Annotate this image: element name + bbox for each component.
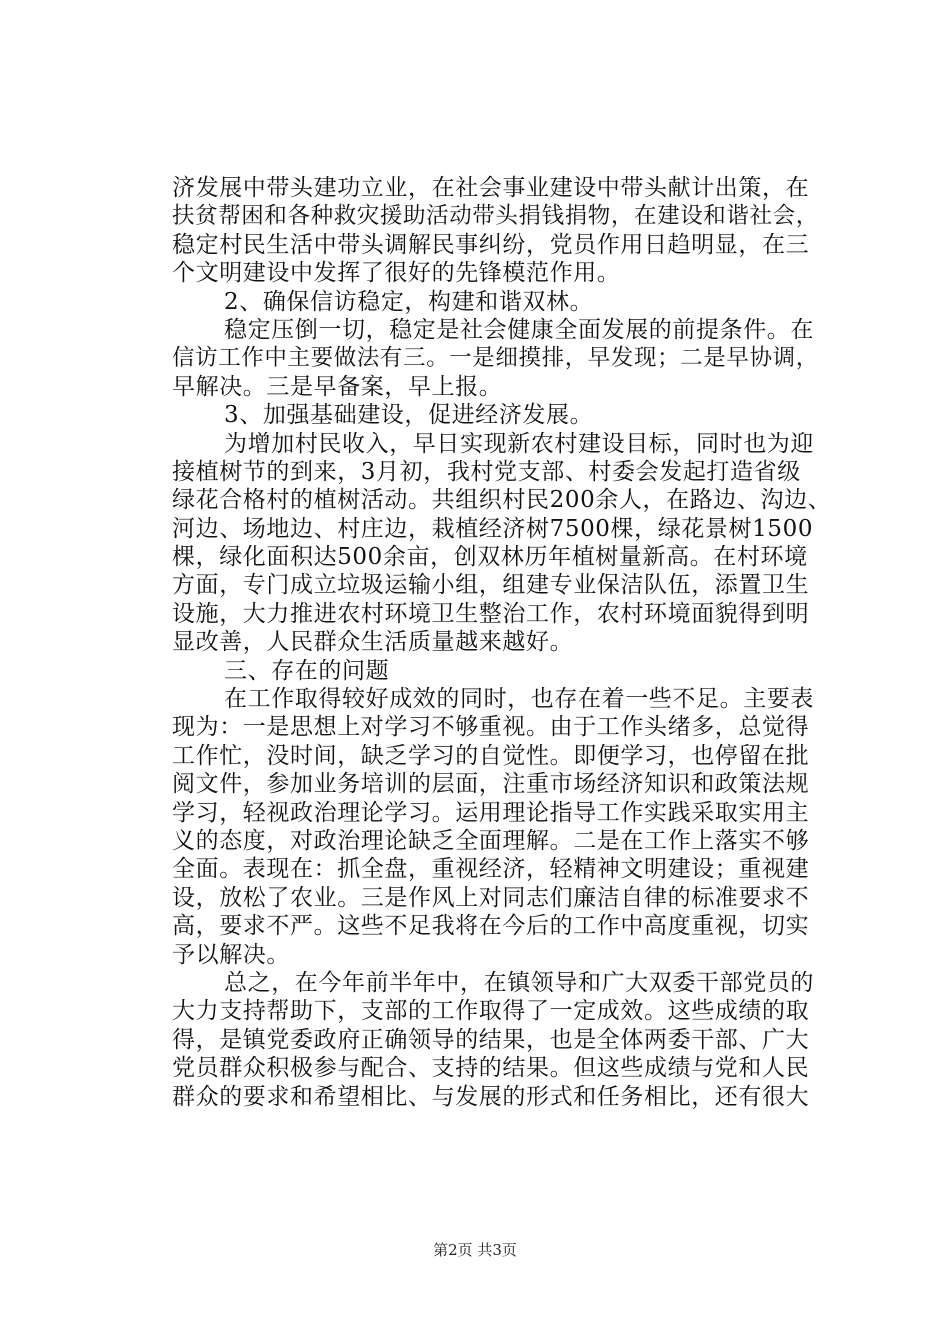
text-line: 全面。表现在：抓全盘，重视经济，轻精神文明建设；重视建: [172, 856, 810, 883]
text-line: 群众的要求和希望相比、与发展的形式和任务相比，还有很大: [172, 1083, 810, 1110]
text-line: 棵，绿化面积达500余亩，创双林历年植树量新高。在村环境: [172, 544, 808, 571]
body-text: [172, 174, 832, 1111]
text-line: 稳定压倒一切，稳定是社会健康全面发展的前提条件。在: [224, 316, 814, 343]
text-line: 2、确保信访稳定，构建和谐双林。: [224, 288, 594, 315]
text-line: 得，是镇党委政府正确领导的结果，也是全体两委干部、广大: [172, 1026, 810, 1053]
text-line: 现为：一是思想上对学习不够重视。由于工作头绪多，总觉得: [172, 714, 810, 741]
text-line: 阅文件，参加业务培训的层面，注重市场经济知识和政策法规: [172, 771, 810, 798]
text-line: 予以解决。: [172, 941, 290, 968]
text-line: 为增加村民收入，早日实现新农村建设目标，同时也为迎: [224, 430, 814, 457]
text-line: 设施，大力推进农村环境卫生整治工作，农村环境面貌得到明: [172, 600, 810, 627]
text-line: 高，要求不严。这些不足我将在今后的工作中高度重视，切实: [172, 913, 810, 940]
text-line: 绿花合格村的植树活动。共组织村民200余人，在路边、沟边、: [172, 487, 832, 514]
text-line: 个文明建设中发挥了很好的先锋模范作用。: [172, 260, 621, 287]
text-line: 济发展中带头建功立业，在社会事业建设中带头献计出策，在: [172, 175, 810, 201]
text-line: 显改善，人民群众生活质量越来越好。: [172, 629, 574, 656]
page-footer: 第2页 共3页: [433, 1241, 517, 1259]
text-line: 总之，在今年前半年中，在镇领导和广大双委干部党员的: [224, 969, 814, 996]
text-line: 信访工作中主要做法有三。一是细摸排，早发现；二是早协调，: [172, 345, 819, 372]
text-line: 稳定村民生活中带头调解民事纠纷，党员作用日趋明显，在三: [172, 231, 810, 258]
text-line: 3、加强基础建设，促进经济发展。: [224, 402, 594, 429]
text-line: 三、存在的问题: [224, 657, 390, 684]
text-line: 大力支持帮助下，支部的工作取得了一定成效。这些成绩的取: [172, 998, 810, 1025]
text-line: 学习，轻视政治理论学习。运用理论指导工作实践采取实用主: [172, 799, 810, 826]
text-line: 早解决。三是早备案，早上报。: [172, 373, 503, 400]
text-line: 工作忙，没时间，缺乏学习的自觉性。即便学习，也停留在批: [172, 742, 810, 769]
text-line: 方面，专门成立垃圾运输小组，组建专业保洁队伍，添置卫生: [172, 572, 810, 599]
text-line: 设，放松了农业。三是作风上对同志们廉洁自律的标准要求不: [172, 884, 810, 911]
text-line: 河边、场地边、村庄边，栽植经济树7500棵，绿花景树1500: [172, 515, 814, 542]
text-line: 接植树节的到来，3月初，我村党支部、村委会发起打造省级: [172, 458, 801, 485]
text-line: 扶贫帮困和各种救灾援助活动带头捐钱捐物，在建设和谐社会，: [172, 203, 819, 230]
text-line: 党员群众积极参与配合、支持的结果。但这些成绩与党和人民: [172, 1055, 810, 1082]
text-line: 义的态度，对政治理论缺乏全面理解。二是在工作上落实不够: [172, 827, 810, 854]
text-line: 在工作取得较好成效的同时，也存在着一些不足。主要表: [224, 686, 814, 713]
